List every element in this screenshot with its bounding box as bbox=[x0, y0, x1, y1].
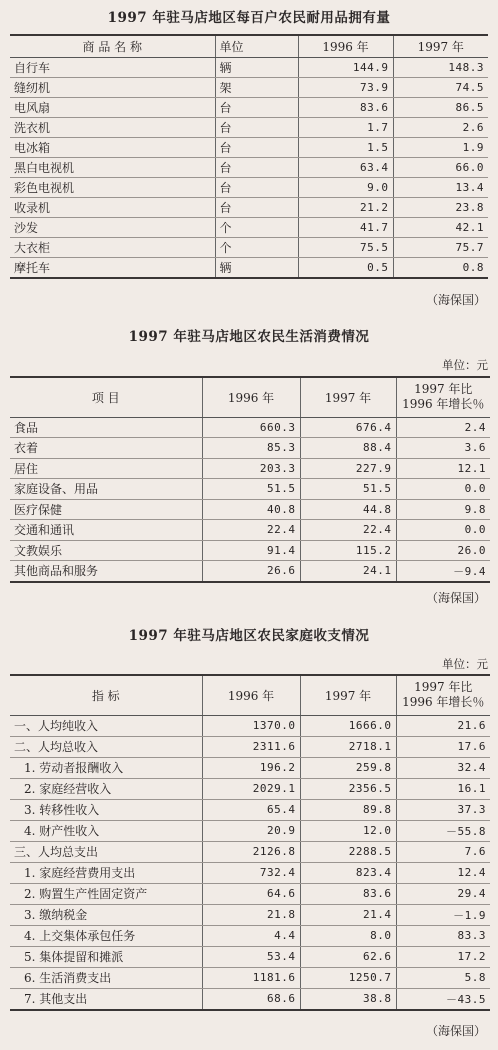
row-label: 收录机 bbox=[10, 197, 215, 217]
table-cell: 66.0 bbox=[393, 157, 488, 177]
table-cell: 26.0 bbox=[396, 540, 490, 561]
table-cell: 2.6 bbox=[393, 117, 488, 137]
table-cell: 12.1 bbox=[396, 458, 490, 479]
col-header-growth-line1: 1997 年比 bbox=[414, 680, 473, 695]
table-cell: 65.4 bbox=[202, 799, 300, 820]
row-label: 1. 劳动者报酬收入 bbox=[10, 757, 202, 778]
table-cell: 0.0 bbox=[396, 479, 490, 500]
table-cell: 68.6 bbox=[202, 988, 300, 1010]
table-cell: 51.5 bbox=[202, 479, 300, 500]
col-header-1997: 1997 年 bbox=[393, 35, 488, 57]
table-row bbox=[10, 757, 490, 778]
table-cell: 823.4 bbox=[300, 862, 396, 883]
table2-body bbox=[10, 417, 490, 582]
table-cell: 3.6 bbox=[396, 438, 490, 459]
col-header-growth bbox=[396, 377, 490, 417]
table-cell: 74.5 bbox=[393, 77, 488, 97]
table-cell: 88.4 bbox=[300, 438, 396, 459]
table3-title: 1997 年驻马店地区农民家庭收支情况 bbox=[128, 628, 370, 644]
table-row bbox=[10, 438, 490, 459]
table-cell: 5.8 bbox=[396, 967, 490, 988]
table-cell: 38.8 bbox=[300, 988, 396, 1010]
row-label: 2. 家庭经营收入 bbox=[10, 778, 202, 799]
table-row bbox=[10, 137, 488, 157]
row-label: 三、人均总支出 bbox=[10, 841, 202, 862]
table-cell: 12.4 bbox=[396, 862, 490, 883]
table-cell: 16.1 bbox=[396, 778, 490, 799]
table-cell: 2.4 bbox=[396, 417, 490, 438]
col-header-growth bbox=[396, 675, 490, 715]
table-cell: 0.8 bbox=[393, 257, 488, 278]
table-cell: 64.6 bbox=[202, 883, 300, 904]
table-cell: －9.4 bbox=[396, 561, 490, 582]
table-cell: 83.6 bbox=[300, 883, 396, 904]
table-row bbox=[10, 458, 490, 479]
row-label: 文教娱乐 bbox=[10, 540, 202, 561]
table-cell: 75.7 bbox=[393, 237, 488, 257]
table-cell: 85.3 bbox=[202, 438, 300, 459]
row-label: 3. 缴纳税金 bbox=[10, 904, 202, 925]
row-label: 医疗保健 bbox=[10, 499, 202, 520]
table-cell: 辆 bbox=[215, 57, 298, 77]
table-cell: 1.5 bbox=[298, 137, 393, 157]
table-row bbox=[10, 862, 490, 883]
row-label: 一、人均纯收入 bbox=[10, 715, 202, 736]
row-label: 3. 转移性收入 bbox=[10, 799, 202, 820]
table3-unit: 单位：元 bbox=[442, 657, 488, 671]
table3-body bbox=[10, 715, 490, 1010]
table-cell: 42.1 bbox=[393, 217, 488, 237]
table1-body bbox=[10, 57, 488, 278]
table-cell: 91.4 bbox=[202, 540, 300, 561]
table-cell: 2356.5 bbox=[300, 778, 396, 799]
table-row bbox=[10, 715, 490, 736]
row-label: 摩托车 bbox=[10, 257, 215, 278]
row-label: 黑白电视机 bbox=[10, 157, 215, 177]
row-label: 6. 生活消费支出 bbox=[10, 967, 202, 988]
table-row bbox=[10, 820, 490, 841]
table-row bbox=[10, 799, 490, 820]
table-cell: 1.7 bbox=[298, 117, 393, 137]
table-cell: 2288.5 bbox=[300, 841, 396, 862]
table-cell: 41.7 bbox=[298, 217, 393, 237]
table-cell: 148.3 bbox=[393, 57, 488, 77]
table-row bbox=[10, 946, 490, 967]
table-cell: 32.4 bbox=[396, 757, 490, 778]
table-cell: 83.3 bbox=[396, 925, 490, 946]
table-row bbox=[10, 736, 490, 757]
table-row bbox=[10, 177, 488, 197]
table-cell: 20.9 bbox=[202, 820, 300, 841]
table-row bbox=[10, 257, 488, 278]
income-expenditure-table bbox=[10, 674, 490, 1011]
col-header-growth-line1: 1997 年比 bbox=[414, 382, 473, 397]
table-row bbox=[10, 925, 490, 946]
row-label: 大衣柜 bbox=[10, 237, 215, 257]
row-label: 二、人均总收入 bbox=[10, 736, 202, 757]
table-cell: 37.3 bbox=[396, 799, 490, 820]
table-cell: 26.6 bbox=[202, 561, 300, 582]
col-header-indicator: 指 标 bbox=[10, 675, 202, 715]
table-cell: 个 bbox=[215, 237, 298, 257]
col-header-1996: 1996 年 bbox=[202, 675, 300, 715]
table-cell: 17.6 bbox=[396, 736, 490, 757]
table-row bbox=[10, 540, 490, 561]
row-label: 家庭设备、用品 bbox=[10, 479, 202, 500]
table-cell: 63.4 bbox=[298, 157, 393, 177]
table-cell: 9.8 bbox=[396, 499, 490, 520]
col-header-growth-line2: 1996 年增长％ bbox=[402, 397, 485, 412]
table-cell: 4.4 bbox=[202, 925, 300, 946]
col-header-item: 商 品 名 称 bbox=[10, 35, 215, 57]
table-cell: 2311.6 bbox=[202, 736, 300, 757]
table3-author: （海保国） bbox=[425, 1024, 486, 1038]
row-label: 5. 集体提留和摊派 bbox=[10, 946, 202, 967]
table-row bbox=[10, 479, 490, 500]
table-row bbox=[10, 157, 488, 177]
table-row bbox=[10, 97, 488, 117]
table-cell: 51.5 bbox=[300, 479, 396, 500]
table-cell: 44.8 bbox=[300, 499, 396, 520]
table-cell: 台 bbox=[215, 97, 298, 117]
table-cell: 2718.1 bbox=[300, 736, 396, 757]
table-cell: 203.3 bbox=[202, 458, 300, 479]
table-cell: 21.4 bbox=[300, 904, 396, 925]
table-cell: 12.0 bbox=[300, 820, 396, 841]
row-label: 衣着 bbox=[10, 438, 202, 459]
table-cell: 1370.0 bbox=[202, 715, 300, 736]
table-cell: －43.5 bbox=[396, 988, 490, 1010]
row-label: 电冰箱 bbox=[10, 137, 215, 157]
table-cell: 21.6 bbox=[396, 715, 490, 736]
table-cell: 259.8 bbox=[300, 757, 396, 778]
table-cell: 144.9 bbox=[298, 57, 393, 77]
row-label: 交通和通讯 bbox=[10, 520, 202, 541]
table-cell: 台 bbox=[215, 197, 298, 217]
row-label: 其他商品和服务 bbox=[10, 561, 202, 582]
table-cell: 台 bbox=[215, 137, 298, 157]
table2-author: （海保国） bbox=[425, 591, 486, 605]
table-cell: 台 bbox=[215, 157, 298, 177]
table-row bbox=[10, 561, 490, 582]
table-row bbox=[10, 237, 488, 257]
table-cell: 台 bbox=[215, 117, 298, 137]
table-row bbox=[10, 778, 490, 799]
table-cell: 227.9 bbox=[300, 458, 396, 479]
row-label: 居住 bbox=[10, 458, 202, 479]
table-cell: 9.0 bbox=[298, 177, 393, 197]
col-header-1997: 1997 年 bbox=[300, 675, 396, 715]
table-cell: 17.2 bbox=[396, 946, 490, 967]
row-label: 1. 家庭经营费用支出 bbox=[10, 862, 202, 883]
table-row bbox=[10, 841, 490, 862]
table2-title: 1997 年驻马店地区农民生活消费情况 bbox=[128, 329, 370, 345]
table-cell: 辆 bbox=[215, 257, 298, 278]
table-cell: 2029.1 bbox=[202, 778, 300, 799]
table-cell: 22.4 bbox=[300, 520, 396, 541]
table-cell: 21.2 bbox=[298, 197, 393, 217]
table-cell: 13.4 bbox=[393, 177, 488, 197]
col-header-1997: 1997 年 bbox=[300, 377, 396, 417]
table-cell: 0.0 bbox=[396, 520, 490, 541]
table-row bbox=[10, 520, 490, 541]
table-cell: 0.5 bbox=[298, 257, 393, 278]
row-label: 彩色电视机 bbox=[10, 177, 215, 197]
row-label: 自行车 bbox=[10, 57, 215, 77]
table-row bbox=[10, 197, 488, 217]
table1-title: 1997 年驻马店地区每百户农民耐用品拥有量 bbox=[107, 10, 391, 26]
table-cell: 196.2 bbox=[202, 757, 300, 778]
col-header-item: 项 目 bbox=[10, 377, 202, 417]
row-label: 7. 其他支出 bbox=[10, 988, 202, 1010]
row-label: 沙发 bbox=[10, 217, 215, 237]
table-cell: 83.6 bbox=[298, 97, 393, 117]
table-cell: 86.5 bbox=[393, 97, 488, 117]
table-cell: 1250.7 bbox=[300, 967, 396, 988]
table-row bbox=[10, 77, 488, 97]
table-cell: 73.9 bbox=[298, 77, 393, 97]
table-cell: 22.4 bbox=[202, 520, 300, 541]
table-cell: 115.2 bbox=[300, 540, 396, 561]
table-cell: －55.8 bbox=[396, 820, 490, 841]
table-cell: 676.4 bbox=[300, 417, 396, 438]
row-label: 电风扇 bbox=[10, 97, 215, 117]
table-row bbox=[10, 499, 490, 520]
table-cell: 89.8 bbox=[300, 799, 396, 820]
table-cell: 1666.0 bbox=[300, 715, 396, 736]
table-row bbox=[10, 967, 490, 988]
row-label: 食品 bbox=[10, 417, 202, 438]
table2-unit: 单位：元 bbox=[442, 358, 488, 372]
table-cell: 1.9 bbox=[393, 137, 488, 157]
table-cell: 7.6 bbox=[396, 841, 490, 862]
table-cell: 21.8 bbox=[202, 904, 300, 925]
table-cell: 架 bbox=[215, 77, 298, 97]
row-label: 4. 财产性收入 bbox=[10, 820, 202, 841]
table-cell: 台 bbox=[215, 177, 298, 197]
table-row bbox=[10, 217, 488, 237]
table-cell: 个 bbox=[215, 217, 298, 237]
durable-goods-table bbox=[10, 34, 488, 279]
table-row bbox=[10, 904, 490, 925]
consumption-table bbox=[10, 376, 490, 583]
table-cell: 24.1 bbox=[300, 561, 396, 582]
col-header-1996: 1996 年 bbox=[298, 35, 393, 57]
table-cell: 62.6 bbox=[300, 946, 396, 967]
table-cell: 1181.6 bbox=[202, 967, 300, 988]
row-label: 2. 购置生产性固定资产 bbox=[10, 883, 202, 904]
table-cell: 732.4 bbox=[202, 862, 300, 883]
col-header-unit: 单位 bbox=[215, 35, 298, 57]
table-cell: 75.5 bbox=[298, 237, 393, 257]
table-row bbox=[10, 57, 488, 77]
table-cell: 2126.8 bbox=[202, 841, 300, 862]
table-row bbox=[10, 988, 490, 1010]
col-header-growth-line2: 1996 年增长％ bbox=[402, 695, 485, 710]
table1-author: （海保国） bbox=[425, 293, 486, 307]
table-cell: 53.4 bbox=[202, 946, 300, 967]
table-row bbox=[10, 117, 488, 137]
table-cell: 8.0 bbox=[300, 925, 396, 946]
table-cell: 23.8 bbox=[393, 197, 488, 217]
table-cell: 40.8 bbox=[202, 499, 300, 520]
table-row bbox=[10, 883, 490, 904]
table-row bbox=[10, 417, 490, 438]
row-label: 4. 上交集体承包任务 bbox=[10, 925, 202, 946]
table-cell: 660.3 bbox=[202, 417, 300, 438]
table-cell: 29.4 bbox=[396, 883, 490, 904]
table-cell: －1.9 bbox=[396, 904, 490, 925]
col-header-1996: 1996 年 bbox=[202, 377, 300, 417]
row-label: 洗衣机 bbox=[10, 117, 215, 137]
row-label: 缝纫机 bbox=[10, 77, 215, 97]
